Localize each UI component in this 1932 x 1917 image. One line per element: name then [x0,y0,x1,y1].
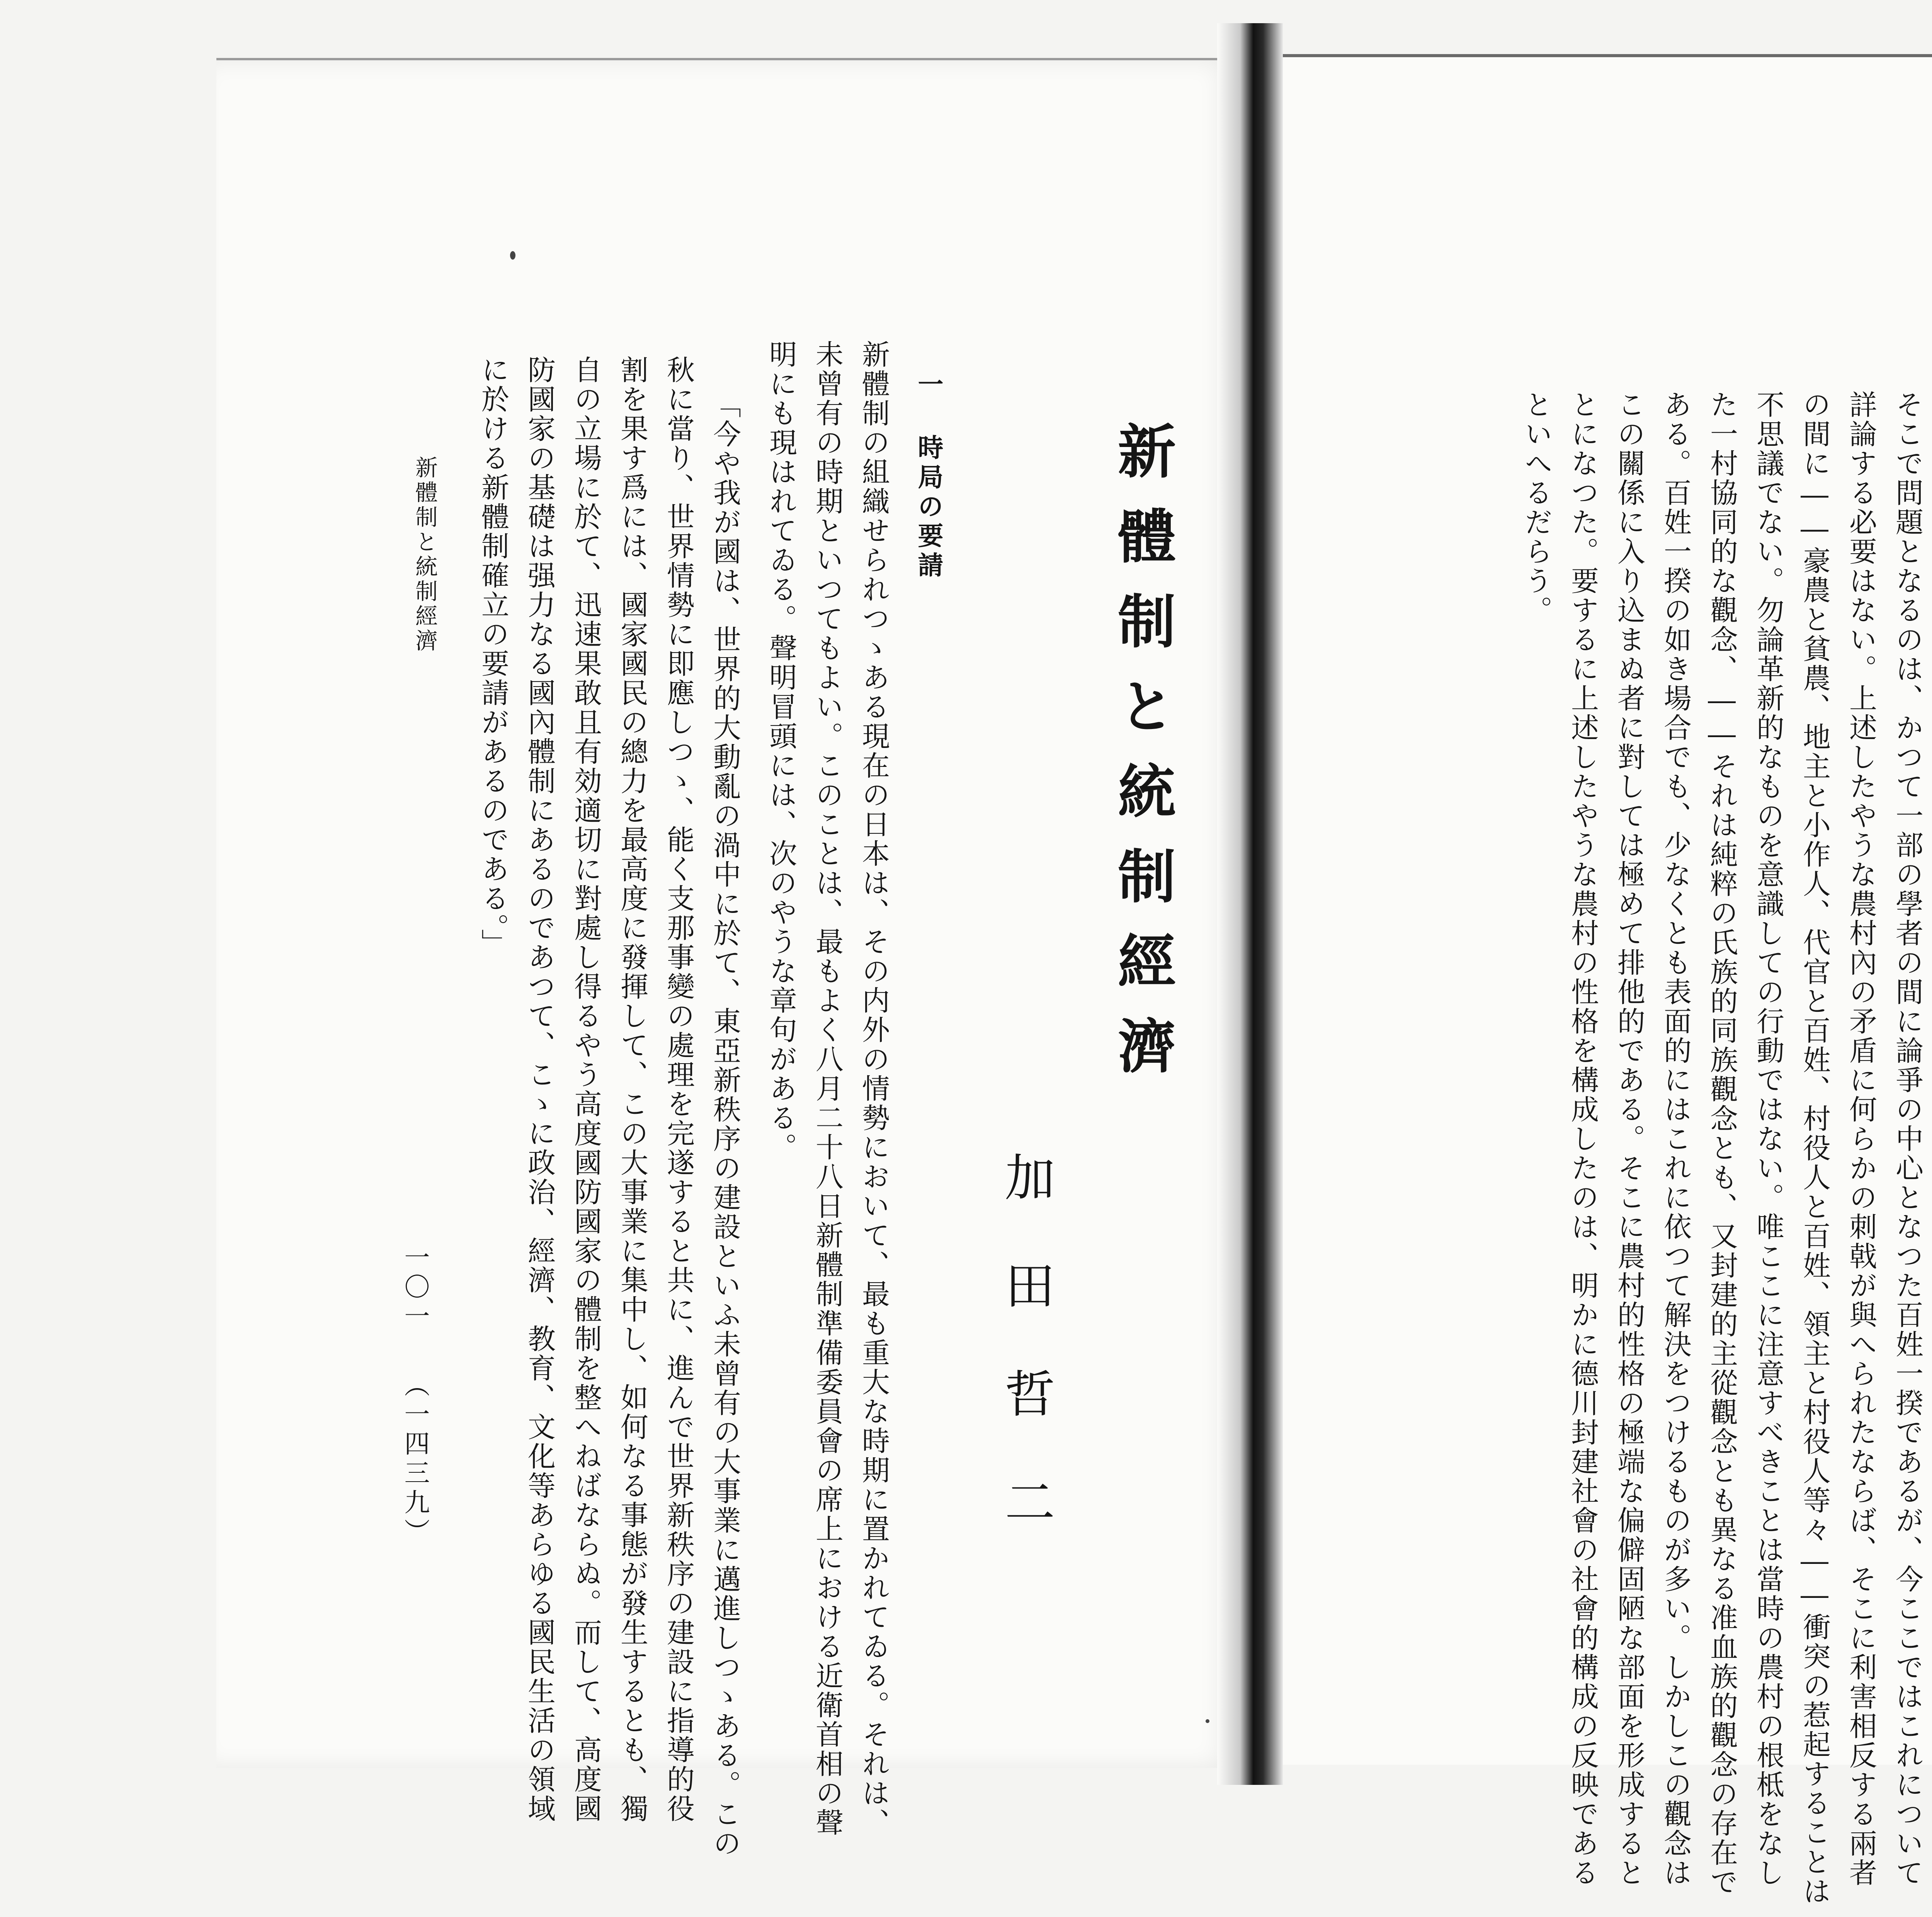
quote-column: 自の立場に於て、迅速果敢且有効適切に對處し得るやう高度國防國家の體制を整へねばならぬ。而して、高度國 [570,355,602,1824]
quote-column: 割を果す爲には、國家國民の總力を最高度に發揮して、この大事業に集中し、如何なる事態が發生するとも、獨 [616,355,648,1824]
quote-column: に於ける新體制確立の要請があるのである。」 [477,355,509,958]
right-text-column: この關係に入り込まぬ者に對しては極めて排他的である。そこに農村的性格の極端な偏僻固陋な部面を形成すると [1613,390,1645,1888]
article-title: 新體制と統制經濟 [1108,421,1176,1101]
right-page [1275,54,1932,1765]
right-text-column: といへるだらう。 [1520,390,1553,625]
scan-speck [510,251,515,260]
right-text-column: 詳論する必要はない。上述したやうな農村內の矛盾に何らかの刺戟が與へられたならば、そこに利害相反する兩者 [1845,390,1877,1888]
right-text-column: た一村協同的な觀念、――それは純粹の氏族的同族觀念とも、又封建的主從觀念とも異なる准血族的觀念の存在で [1706,390,1738,1897]
left-text-column: 新體制の組織せられつゝある現在の日本は、その内外の情勢において、最も重大な時期に置かれてゐる。それは、 [857,340,890,1837]
quote-column: 「今や我が國は、世界的大動亂の渦中に於て、東亞新秩序の建設といふ未曾有の大事業に邁進しつゝある。この [709,390,741,1858]
right-text-column: ある。百姓一揆の如き場合でも、少なくとも表面的にはこれに依つて解決をつけるものが多い。しかしこの觀念は [1659,390,1692,1888]
right-text-column: とになつた。要するに上述したやうな農村の性格を構成したのは、明かに德川封建社會の社會的構成の反映である [1566,390,1599,1888]
article-author: 加田哲二 [997,1151,1055,1584]
section-heading: 一 時局の要請 [913,371,944,581]
right-text-column: 不思議でない。勿論革新的なものを意識しての行動ではない。唯ここに注意すべきことは當時の農村の根柢をなし [1752,390,1784,1888]
left-text-column: 未曾有の時期といつてもよい。このことは、最もよく八月二十八日新體制準備委員會の席上における近衛首相の聲 [811,340,844,1837]
scan-speck [1206,1719,1209,1723]
quote-column: 防國家の基礎は强力なる國內體制にあるのであつて、こゝに政治、經濟、教育、文化等あらゆる國民生活の領域 [523,355,556,1824]
right-text-column: の間に――豪農と貧農、地主と小作人、代官と百姓、村役人と百姓、領主と村役人等々――衝突の惹起することは [1798,390,1831,1906]
page-number: 一〇一 [400,1244,430,1332]
running-footer: 新體制と統制經濟 [412,456,438,654]
right-text-column: そこで問題となるのは、かつて一部の學者の間に論爭の中心となつた百姓一揆であるが、今ここではこれについて [1891,390,1923,1888]
quote-column: 秋に當り、世界情勢に即應しつゝ、能く支那事變の處理を完遂すると共に、進んで世界新秩序の建設に指導的役 [662,355,695,1824]
book-gutter [1217,23,1283,1785]
left-text-column: 明にも現はれてゐる。聲明冒頭には、次のやうな章句がある。 [765,340,797,1162]
page-number-alt: （一四三九） [400,1371,430,1548]
